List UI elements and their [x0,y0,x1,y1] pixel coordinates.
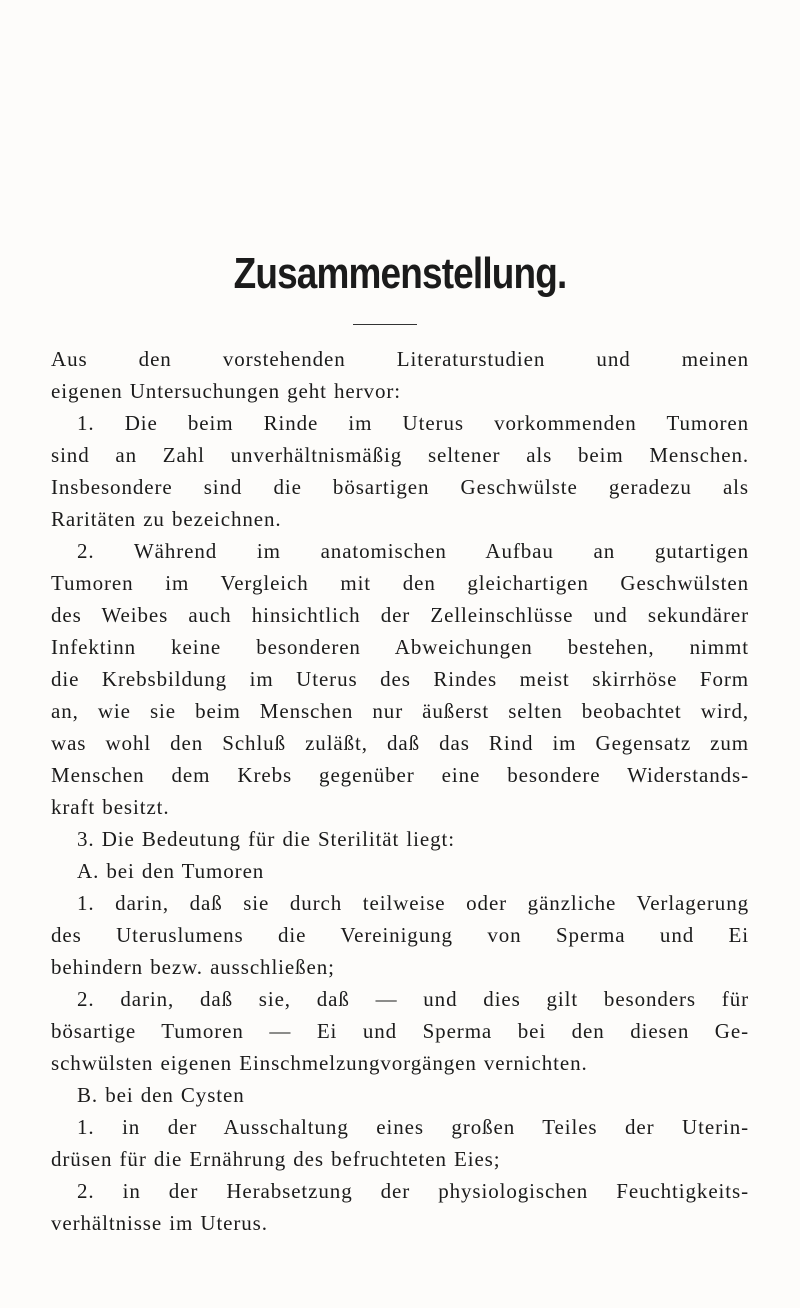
text-line: 2. Während im anatomischen Aufbau an gutartigen [77,539,749,563]
text-line: an, wie sie beim Menschen nur äußerst selten beobachtet wird, [51,699,749,723]
heading-rule [353,324,417,325]
text-line: eigenen Untersuchungen geht hervor: [51,379,401,403]
text-line: 2. in der Herabsetzung der physiologischen Feuchtigkeits- [77,1179,749,1203]
text-line: Infektinn keine besonderen Abweichungen bestehen, nimmt [51,635,749,659]
text-line: verhältnisse im Uterus. [51,1211,268,1235]
text-line: des Weibes auch hinsichtlich der Zelleinschlüsse und sekundärer [51,603,749,627]
text-line: Menschen dem Krebs gegenüber eine besondere Widerstands- [51,763,749,787]
text-line: bösartige Tumoren — Ei und Sperma bei den diesen Ge- [51,1019,749,1043]
text-line: 3. Die Bedeutung für die Sterilität liegt: [77,827,455,851]
text-line: 2. darin, daß sie, daß — und dies gilt besonders für [77,987,749,1011]
text-line: Tumoren im Vergleich mit den gleichartigen Geschwülsten [51,571,749,595]
text-line: 1. darin, daß sie durch teilweise oder gänzliche Verlagerung [77,891,749,915]
text-line: 1. Die beim Rinde im Uterus vorkommenden Tumoren [77,411,749,435]
text-line: behindern bezw. ausschließen; [51,955,335,979]
text-line: drüsen für die Ernährung des befruchteten Eies; [51,1147,501,1171]
text-line: des Uteruslumens die Vereinigung von Sperma und Ei [51,923,749,947]
page-heading: Zusammenstellung. [233,249,567,298]
text-line: Raritäten zu bezeichnen. [51,507,282,531]
text-line: 1. in der Ausschaltung eines großen Teiles der Uterin- [77,1115,749,1139]
text-line: die Krebsbildung im Uterus des Rindes meist skirrhöse Form [51,667,749,691]
text-line: was wohl den Schluß zuläßt, daß das Rind im Gegensatz zum [51,731,749,755]
text-line: kraft besitzt. [51,795,170,819]
text-line: B. bei den Cysten [77,1083,245,1107]
text-line: Aus den vorstehenden Literaturstudien und meinen [51,347,749,371]
text-line: schwülsten eigenen Einschmelzungvorgängen vernichten. [51,1051,588,1075]
body-text [51,343,749,1239]
text-line: A. bei den Tumoren [77,859,265,883]
text-line: sind an Zahl unverhältnismäßig seltener als beim Menschen. [51,443,749,467]
text-line: Insbesondere sind die bösartigen Geschwülste geradezu als [51,475,749,499]
